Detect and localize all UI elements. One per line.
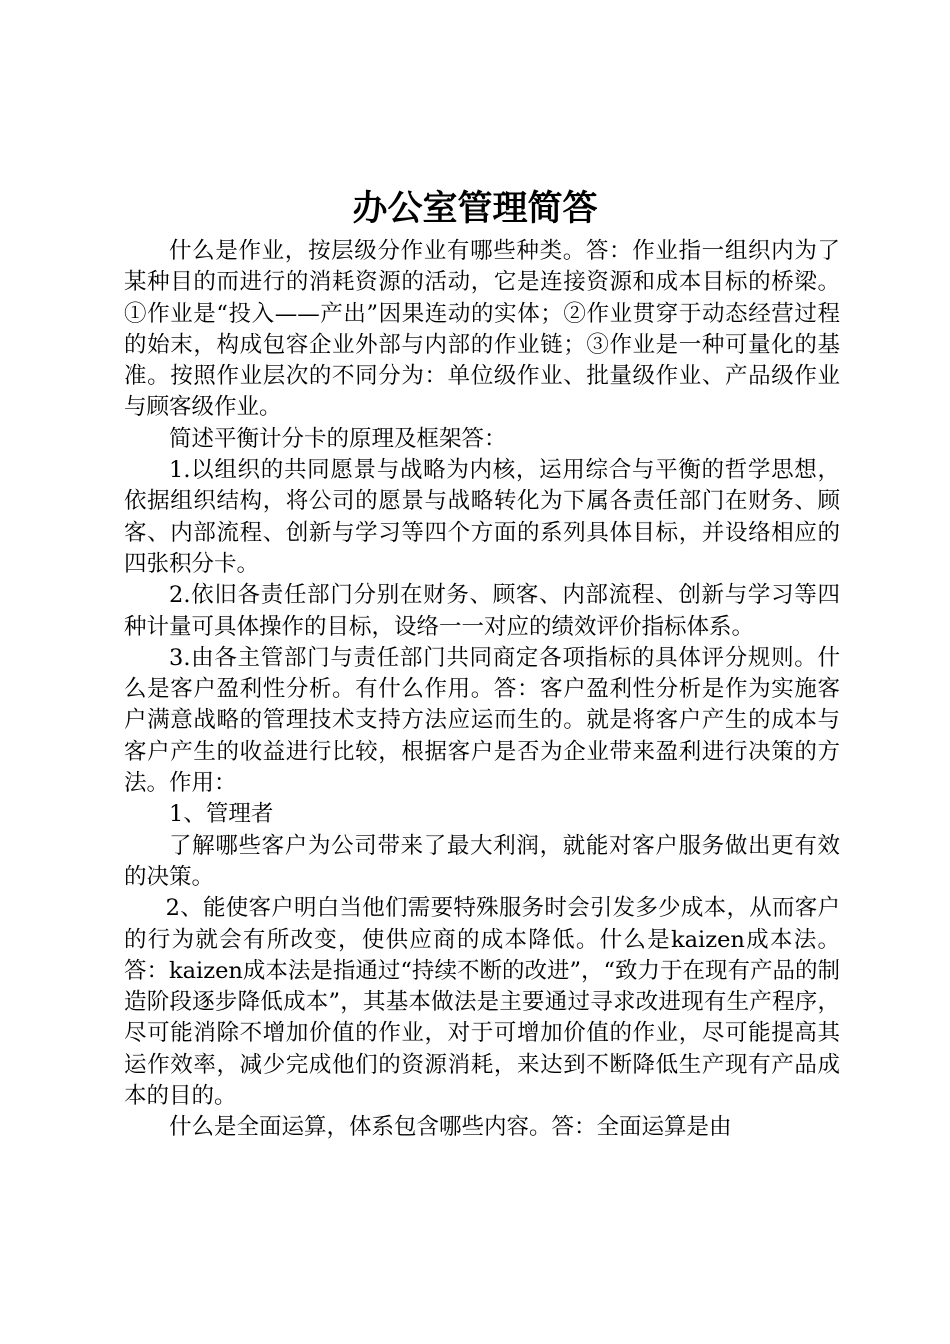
paragraph: 1、管理者 [169,801,274,828]
paragraph: 2、能使客户明白当他们需要特殊服务时会引发多少成本，从而客户的行为就会有所改变，使供应商的成本降低。什么是kaizen成本法。答：kaizen成本法是指通过“持续不断的改进”，“致力于在现有产品的制造阶段逐步降低成本”，其基本做法是主要通过寻求改进现有生产程序，尽可能消除不增加价值的作业，对于可增加价值的作业，尽可能提高其运作效率，减少完成他们的资源消耗，来达到不断降低生产现有产品成本的目的。 [124,895,840,1110]
document-body [124,236,840,1144]
paragraph: 什么是作业，按层级分作业有哪些种类。答：作业指一组织内为了某种目的而进行的消耗资源的活动，它是连接资源和成本目标的桥梁。①作业是“投入——产出”因果连动的实体；②作业贯穿于动态经营过程的始末，构成包容企业外部与内部的作业链；③作业是一种可量化的基准。按照作业层次的不同分为：单位级作业、批量级作业、产品级作业与顾客级作业。 [124,238,840,421]
paragraph: 了解哪些客户为公司带来了最大利润，就能对客户服务做出更有效的决策。 [124,832,840,890]
paragraph: 2.依旧各责任部门分别在财务、顾客、内部流程、创新与学习等四种计量可具体操作的目标，设络一一对应的绩效评价指标体系。 [124,582,840,640]
paragraph: 什么是全面运算，体系包含哪些内容。答：全面运算是由 [169,1114,732,1141]
document-title: 办公室管理简答 [352,188,598,229]
paragraph: 简述平衡计分卡的原理及框架答： [169,425,507,452]
paragraph: 1.以组织的共同愿景与战略为内核，运用综合与平衡的哲学思想，依据组织结构，将公司的愿景与战略转化为下属各责任部门在财务、顾客、内部流程、创新与学习等四个方面的系列具体目标，并设络相应的四张积分卡。 [124,457,840,577]
paragraph: 3.由各主管部门与责任部门共同商定各项指标的具体评分规则。什么是客户盈利性分析。有什么作用。答：客户盈利性分析是作为实施客户满意战略的管理技术支持方法应运而生的。就是将客户产生的成本与客户产生的收益进行比较，根据客户是否为企业带来盈利进行决策的方法。作用： [124,644,840,797]
